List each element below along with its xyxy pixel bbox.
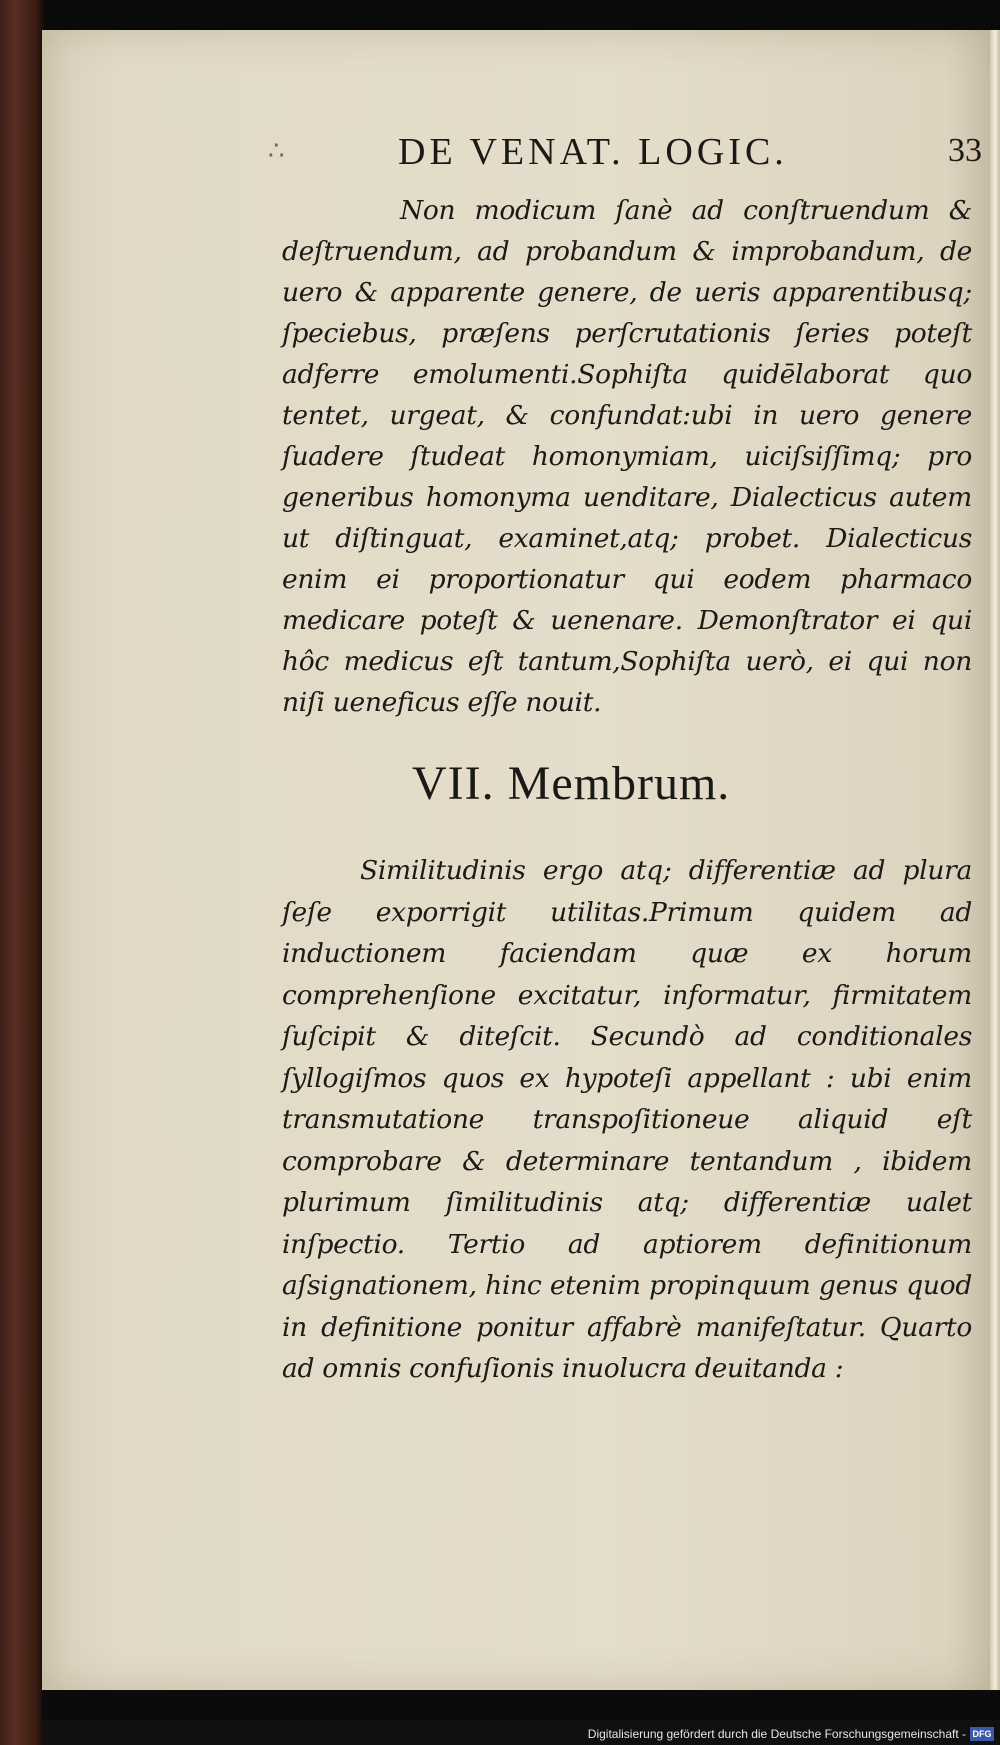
body-paragraph-2: [282, 850, 972, 1390]
running-head-title: DE VENAT. LOGIC.: [398, 131, 788, 173]
book-binding-edge: [0, 0, 44, 1745]
dfg-logo: DFG: [970, 1727, 994, 1741]
body-paragraph-1: [282, 190, 972, 723]
page-number: 33: [948, 132, 982, 169]
digitization-credit: Digitalisierung gefördert durch die Deutsche Forschungsgemeinschaft -: [587, 1727, 966, 1741]
page-fore-edge: [990, 30, 1000, 1690]
ornament-mark-icon: ∴: [268, 136, 285, 165]
scan-background-top: [0, 0, 1000, 30]
paragraph-text: Similitudinis ergo atq; differentiæ ad plura ſeſe exporrigit utilitas.Primum quidem ad inductionem faciendam quæ ex horum comprehenſione excitatur, informatur, firmitatem ſuſcipit & diteſcit. Secundò ad conditionales ſyllogiſmos quos ex hypoteſi appellant : ubi enim transmutatione transpoſitioneue aliquid eſt comprobare & determinare tentandum , ibidem plurimum ſimilitudinis atq; differentiæ ualet inſpectio. Tertio ad aptiorem definitionum aſsignationem, hinc etenim propinquum genus quod in definitione ponitur affabrè manifeſtatur. Quarto ad omnis confuſionis inuolucra deuitanda :: [282, 855, 972, 1384]
paragraph-text: Non modicum ſanè ad conſtruendum & deſtruendum, ad probandum & improbandum, de uero & apparente genere, de ueris apparentibusq; ſpeciebus, præſens perſcrutationis ſeries poteſt adferre emolumenti.Sophiſta quidēlaborat quo tentet, urgeat, & confundat:ubi in uero genere ſuadere ſtudeat homonymiam, uiciſsiſſimq; pro generibus homonyma uenditare, Dialecticus autem ut diſtinguat, examinet,atq; probet. Dialecticus enim ei proportionatur qui eodem pharmaco medicare poteſt & uenenare. Demonſtrator ei qui hôc medicus eſt tantum,Sophiſta uerò, ei qui non niſi ueneficus eſſe nouit.: [282, 195, 972, 718]
book-page: [42, 30, 992, 1690]
scan-background-bottom: [42, 1690, 1000, 1720]
section-heading: VII. Membrum.: [412, 757, 731, 810]
running-head: [42, 122, 992, 182]
